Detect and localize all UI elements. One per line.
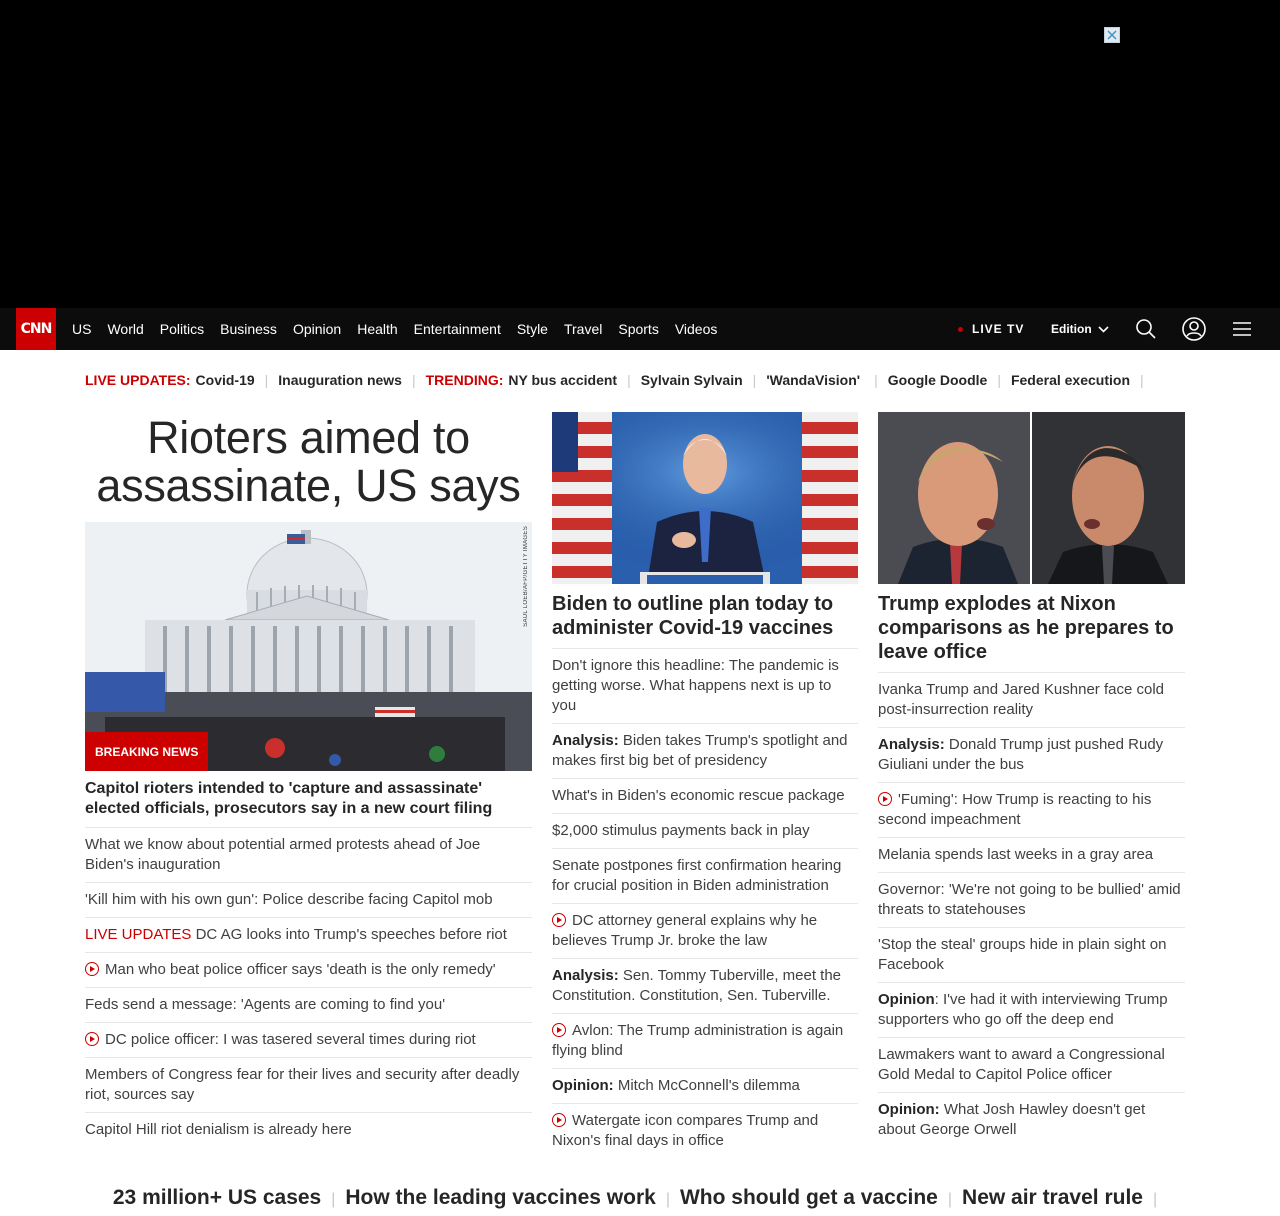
nav-link-us[interactable]: US xyxy=(72,321,92,337)
headline-text: Avlon: The Trump administration is again flying blind xyxy=(552,1022,844,1059)
trending-bar xyxy=(85,370,1185,390)
headline-item[interactable] xyxy=(878,728,1185,783)
headline-item[interactable]: Senate postpones first confirmation hearing for crucial position in Biden administration xyxy=(552,849,858,904)
biden-image[interactable] xyxy=(552,412,858,584)
headline-text: DC attorney general explains why he believes Trump Jr. broke the law xyxy=(552,912,818,949)
top-nav xyxy=(0,308,1280,350)
headline-item[interactable]: Members of Congress fear for their lives and security after deadly riot, sources say xyxy=(85,1058,532,1113)
play-video-icon xyxy=(878,792,892,806)
headline-item[interactable] xyxy=(552,1069,858,1104)
trending-link[interactable]: Inauguration news xyxy=(278,372,402,388)
edition-label: Edition xyxy=(1051,322,1092,336)
headline-item[interactable] xyxy=(85,953,532,988)
headline-item[interactable] xyxy=(878,783,1185,838)
separator: | xyxy=(264,372,269,388)
separator: | xyxy=(411,372,416,388)
headline-item[interactable]: Capitol Hill riot denialism is already here xyxy=(85,1121,352,1138)
lead-headline[interactable]: Biden to outline plan today to administer Covid-19 vaccines xyxy=(552,592,858,649)
biden-photo-illustration xyxy=(552,412,858,584)
chevron-down-icon xyxy=(1098,326,1109,333)
headline-item[interactable] xyxy=(552,724,858,779)
headline-item[interactable]: Ivanka Trump and Jared Kushner face cold post-insurrection reality xyxy=(878,673,1185,728)
headline-item[interactable]: Feds send a message: 'Agents are coming to find you' xyxy=(85,988,532,1023)
nav-link-opinion[interactable]: Opinion xyxy=(292,321,342,337)
separator: | xyxy=(665,1191,670,1208)
trump-nixon-illustration xyxy=(878,412,1185,584)
headline-item[interactable]: Lawmakers want to award a Congressional Gold Medal to Capitol Police officer xyxy=(878,1038,1185,1093)
play-video-icon xyxy=(552,1113,566,1127)
trending-link[interactable]: Sylvain Sylvain xyxy=(640,372,743,388)
headline-item[interactable] xyxy=(552,1104,858,1158)
separator: | xyxy=(331,1191,336,1208)
headline-label: Analysis: xyxy=(552,732,619,749)
headline-item[interactable] xyxy=(85,1023,532,1058)
separator: | xyxy=(947,1191,953,1208)
lead-headline[interactable]: Trump explodes at Nixon comparisons as he prepares to leave office xyxy=(878,592,1185,673)
trending-link[interactable]: Covid-19 xyxy=(195,372,255,388)
separator: | xyxy=(1140,372,1144,388)
trending-link[interactable]: 'WandaVision' xyxy=(766,372,861,388)
column-center xyxy=(552,412,858,1158)
lead-headline[interactable]: Capitol rioters intended to 'capture and assassinate' elected officials, prosecutors say in a new court filing xyxy=(85,779,532,828)
nav-link-travel[interactable]: Travel xyxy=(563,321,603,337)
photo-credit: SAUL LOEB/AFP/GETTY IMAGES xyxy=(523,526,529,627)
separator: | xyxy=(997,372,1001,388)
breaking-news-badge: BREAKING NEWS xyxy=(85,732,208,771)
headline-item[interactable] xyxy=(552,959,858,1014)
live-updates-label: LIVE UPDATES: xyxy=(85,372,191,388)
headline-text: Watergate icon compares Trump and Nixon's final days in office xyxy=(552,1112,819,1149)
separator: | xyxy=(627,372,631,388)
live-tv-label: LIVE TV xyxy=(972,322,1025,336)
headline-item[interactable]: $2,000 stimulus payments back in play xyxy=(552,814,858,849)
nav-link-sports[interactable]: Sports xyxy=(618,321,659,337)
headline-text: DC police officer: I was tasered several times during riot xyxy=(105,1031,476,1048)
live-tv-link[interactable] xyxy=(958,308,1024,350)
live-updates-tag: LIVE UPDATES xyxy=(85,926,192,943)
bottom-topic-link[interactable]: How the leading vaccines work xyxy=(345,1186,656,1209)
play-video-icon xyxy=(85,1032,99,1046)
capitol-hero-image[interactable] xyxy=(85,522,532,771)
headline-text: Mitch McConnell's dilemma xyxy=(613,1077,800,1094)
bottom-topic-link[interactable]: Who should get a vaccine xyxy=(679,1186,938,1209)
headline-text: : I've had it with interviewing Trump supporters who go off the deep end xyxy=(878,991,1168,1028)
nav-link-style[interactable]: Style xyxy=(516,321,548,337)
headline-item[interactable]: Governor: 'We're not going to be bullied' amid threats to statehouses xyxy=(878,873,1185,928)
separator: | xyxy=(752,372,757,388)
headline-text: DC AG looks into Trump's speeches before riot xyxy=(195,926,507,943)
headline-list xyxy=(85,828,532,1147)
column-main xyxy=(85,412,532,1147)
headline-item[interactable] xyxy=(878,983,1185,1038)
headline-text: Man who beat police officer says 'death is the only remedy' xyxy=(105,961,496,978)
nav-links xyxy=(64,308,725,350)
headline-item[interactable]: 'Kill him with his own gun': Police describe facing Capitol mob xyxy=(85,883,532,918)
bottom-topic-link[interactable]: New air travel rule xyxy=(962,1186,1143,1209)
big-headline[interactable]: Rioters aimed to assassinate, US says xyxy=(96,412,521,511)
bottom-topic-link[interactable]: 23 million+ US cases xyxy=(112,1186,322,1209)
ad-banner xyxy=(0,0,1280,308)
nav-link-entertainment[interactable]: Entertainment xyxy=(413,321,501,337)
nav-link-videos[interactable]: Videos xyxy=(674,321,718,337)
bottom-topics-bar xyxy=(0,1186,1280,1216)
headline-item[interactable]: Melania spends last weeks in a gray area xyxy=(878,838,1185,873)
headline-label: Analysis: xyxy=(552,967,619,984)
play-video-icon xyxy=(552,913,566,927)
trending-link[interactable]: NY bus accident xyxy=(508,372,618,388)
menu-icon[interactable] xyxy=(1230,317,1254,341)
headline-item[interactable] xyxy=(552,1014,858,1069)
headline-item[interactable]: 'Stop the steal' groups hide in plain sight on Facebook xyxy=(878,928,1185,983)
headline-list xyxy=(878,673,1185,1147)
headline-item[interactable]: What's in Biden's economic rescue package xyxy=(552,779,858,814)
nav-link-health[interactable]: Health xyxy=(357,321,398,337)
play-video-icon xyxy=(85,962,99,976)
logo-text: CNN xyxy=(20,321,52,337)
headline-text: Biden takes Trump's spotlight and makes first big bet of presidency xyxy=(552,732,848,769)
headline-item[interactable] xyxy=(85,918,532,953)
headline-text: Sen. Tommy Tuberville, meet the Constitution. Constitution, Sen. Tuberville. xyxy=(552,967,842,1004)
headline-label: Opinion: xyxy=(552,1077,614,1094)
column-right xyxy=(878,412,1185,1147)
nav-link-politics[interactable]: Politics xyxy=(159,321,205,337)
headline-label: Opinion: xyxy=(878,1101,940,1118)
play-video-icon xyxy=(552,1023,566,1037)
headline-item[interactable] xyxy=(878,1093,1185,1147)
trending-link[interactable]: Google Doodle xyxy=(887,372,988,388)
trump-nixon-image[interactable] xyxy=(878,412,1185,584)
trending-label: TRENDING: xyxy=(425,372,504,388)
headline-text: 'Fuming': How Trump is reacting to his second impeachment xyxy=(878,791,1152,828)
headline-item[interactable]: Don't ignore this headline: The pandemic is getting worse. What happens next is up to you xyxy=(552,649,858,724)
headline-item[interactable] xyxy=(552,904,858,959)
headline-item[interactable]: What we know about potential armed protests ahead of Joe Biden's inauguration xyxy=(85,828,532,883)
headline-label: Analysis: xyxy=(878,736,945,753)
cnn-logo[interactable] xyxy=(16,308,56,350)
trending-link[interactable]: Federal execution xyxy=(1010,372,1130,388)
live-dot-icon xyxy=(958,327,963,332)
search-icon[interactable] xyxy=(1134,317,1158,341)
ad-close-icon[interactable] xyxy=(1104,27,1120,43)
separator: | xyxy=(1152,1191,1158,1208)
edition-menu[interactable] xyxy=(1051,308,1109,350)
separator: | xyxy=(874,372,878,388)
nav-link-business[interactable]: Business xyxy=(220,321,277,337)
headline-label: Opinion xyxy=(878,991,935,1008)
nav-link-world[interactable]: World xyxy=(107,321,144,337)
headline-text: Donald Trump just pushed Rudy Giuliani under the bus xyxy=(878,736,1164,773)
account-icon[interactable] xyxy=(1182,317,1206,341)
headline-text: What Josh Hawley doesn't get about George Orwell xyxy=(878,1101,1146,1138)
headline-list xyxy=(552,649,858,1158)
